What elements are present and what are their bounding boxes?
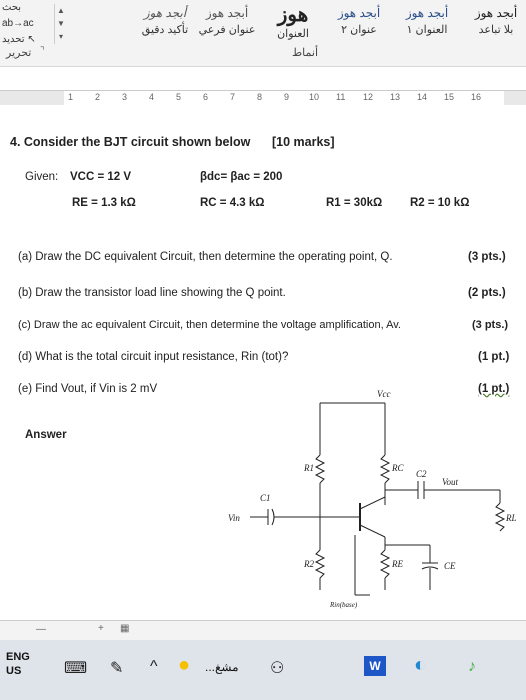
answer-label: Answer xyxy=(25,429,67,441)
style-subtle-emphasis[interactable] xyxy=(134,4,196,44)
ruler-tick: 5 xyxy=(176,92,182,102)
app-label[interactable]: مشغ... xyxy=(205,660,239,674)
chevron-down-icon[interactable]: ▼ xyxy=(57,19,65,28)
replace-button[interactable] xyxy=(2,18,34,29)
ruler-tick: 1 xyxy=(68,92,74,102)
style-name: بلا تباعد xyxy=(478,24,514,36)
weather-icon[interactable]: ● xyxy=(178,654,191,676)
given-r2: R2 = 10 kΩ xyxy=(410,197,470,209)
style-title[interactable] xyxy=(262,4,324,44)
re-label: RE xyxy=(392,559,403,569)
people-icon[interactable]: ⚇ xyxy=(270,660,285,677)
given-vcc: VCC = 12 V xyxy=(70,171,132,183)
chevron-up-icon[interactable]: ^ xyxy=(150,658,158,675)
edit-group-label: تحرير xyxy=(6,47,32,59)
ruler-tick: 12 xyxy=(363,92,374,102)
given-beta: βdc= βac = 200 xyxy=(200,171,283,183)
language-indicator[interactable] xyxy=(6,650,30,678)
lang-top: ENG xyxy=(6,651,30,663)
style-subtitle[interactable] xyxy=(196,4,258,44)
word-app-icon[interactable]: W xyxy=(364,656,386,676)
part-b-points: (2 pts.) xyxy=(468,287,506,299)
given-r1: R1 = 30kΩ xyxy=(326,197,383,209)
style-heading-2[interactable] xyxy=(328,4,390,44)
ruler-tick: 11 xyxy=(336,92,346,102)
style-sample: أبجد هوز xyxy=(405,6,449,20)
rl-resistor xyxy=(496,503,504,531)
style-sample: أبجد هوز xyxy=(205,6,249,20)
pen-icon[interactable]: ✎ xyxy=(110,660,124,677)
ruler-tick: 3 xyxy=(122,92,128,102)
ruler-tick: 2 xyxy=(95,92,101,102)
ruler-tick: 16 xyxy=(471,92,482,102)
part-d-points: (1 pt.) xyxy=(478,351,510,363)
ruler-tick: 6 xyxy=(203,92,209,102)
given-re: RE = 1.3 kΩ xyxy=(72,197,136,209)
find-label: بحث xyxy=(2,2,22,13)
edge-app-icon[interactable]: ◐ xyxy=(414,654,427,676)
style-name: تأكيد دقيق xyxy=(141,24,189,36)
re-resistor xyxy=(381,550,389,578)
ruler-tick: 4 xyxy=(149,92,155,102)
style-sample: أبجد هوز xyxy=(474,6,518,20)
c1-label: C1 xyxy=(260,493,271,503)
horizontal-ruler[interactable] xyxy=(0,90,526,106)
ce-label: CE xyxy=(444,561,456,571)
more-icon[interactable]: ▾ xyxy=(58,32,63,41)
select-label: تحديد xyxy=(2,34,25,45)
style-name: عنوان ٢ xyxy=(341,24,377,36)
r1-resistor xyxy=(316,455,324,483)
taskbar xyxy=(0,640,526,700)
bjt-circuit-diagram xyxy=(220,385,520,613)
style-sample: أبجد هوز xyxy=(143,6,187,20)
part-a-points: (3 pts.) xyxy=(468,251,506,263)
replace-icon: ab→ac xyxy=(2,18,34,29)
rc-label: RC xyxy=(392,463,404,473)
c2-label: C2 xyxy=(416,469,427,479)
cursor-icon: ↖ xyxy=(27,34,36,45)
vin-label: Vin xyxy=(228,513,240,523)
question-title: 4. Consider the BJT circuit shown below xyxy=(10,135,251,149)
part-c-points: (3 pts.) xyxy=(472,319,509,331)
rl-label: RL xyxy=(506,513,517,523)
rin-label: Rin(base) xyxy=(330,601,358,609)
r1-label: R1 xyxy=(304,463,314,473)
part-b-text: (b) Draw the transistor load line showing the Q point. xyxy=(18,287,286,299)
status-bar xyxy=(0,620,526,641)
styles-group-label: أنماط xyxy=(292,47,319,59)
style-name: العنوان xyxy=(277,28,309,40)
rc-resistor xyxy=(381,455,389,483)
style-sample: هوز xyxy=(277,4,309,26)
style-name: عنوان فرعي xyxy=(198,24,256,36)
zoom-out-icon[interactable]: — xyxy=(36,624,46,635)
zoom-in-icon[interactable]: + xyxy=(98,623,104,634)
given-label: Given: xyxy=(25,171,59,183)
r2-resistor xyxy=(316,550,324,578)
chevron-up-icon[interactable]: ▲ xyxy=(57,6,65,15)
style-heading-1[interactable] xyxy=(394,4,460,44)
ribbon xyxy=(0,0,526,67)
find-button[interactable] xyxy=(2,2,21,13)
question-marks: [10 marks] xyxy=(272,135,335,149)
ruler-tick: 8 xyxy=(257,92,263,102)
lang-bottom: US xyxy=(6,665,22,677)
ruler-tick: 15 xyxy=(444,92,455,102)
style-sample: أبجد هوز xyxy=(337,6,381,20)
ruler-tick: 14 xyxy=(417,92,428,102)
part-c-text: (c) Draw the ac equivalent Circuit, then determine the voltage amplification, Av. xyxy=(18,319,401,331)
style-name: العنوان ١ xyxy=(406,24,448,36)
ruler-tick: 13 xyxy=(390,92,401,102)
ruler-tick: 9 xyxy=(284,92,290,102)
vout-label: Vout xyxy=(442,477,459,487)
ruler-tick: 7 xyxy=(230,92,236,102)
part-e-points: (1 pt.) xyxy=(478,383,510,395)
keyboard-icon[interactable]: ⌨ xyxy=(64,660,88,677)
part-a-text: (a) Draw the DC equivalent Circuit, then determine the operating point, Q. xyxy=(18,251,393,263)
view-layout-icon[interactable]: ▦ xyxy=(120,623,130,634)
app-icon[interactable]: ♪ xyxy=(468,658,476,675)
given-rc: RC = 4.3 kΩ xyxy=(200,197,265,209)
part-d-text: (d) What is the total circuit input resistance, Rin (tot)? xyxy=(18,351,289,363)
document-page[interactable] xyxy=(0,105,526,620)
select-button[interactable] xyxy=(2,34,36,45)
part-e-text: (e) Find Vout, if Vin is 2 mV xyxy=(18,383,158,395)
style-no-spacing[interactable] xyxy=(466,4,526,44)
vcc-label: Vcc xyxy=(377,389,391,399)
styles-gallery xyxy=(66,4,526,44)
r2-label: R2 xyxy=(304,559,314,569)
ruler-tick: 10 xyxy=(309,92,320,102)
dialog-launcher-icon[interactable]: ⌝ xyxy=(40,46,45,57)
